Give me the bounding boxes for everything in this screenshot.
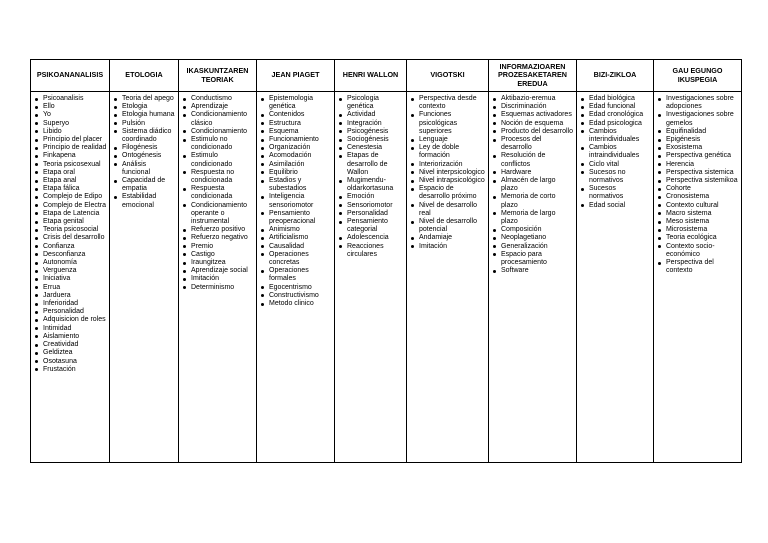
list-item: Constructivismo: [259, 292, 332, 300]
list-item: Desconfianza: [33, 251, 107, 259]
list-item: Estimulo no condicionado: [181, 136, 254, 152]
list-item: Perspectiva del contexto: [656, 259, 739, 275]
list-item: Superyo: [33, 120, 107, 128]
list-item: Emoción: [337, 193, 404, 201]
list-item: Generalización: [491, 243, 574, 251]
list-item: Creatividad: [33, 341, 107, 349]
list-item: Geldiztea: [33, 349, 107, 357]
list-item: Etapa oral: [33, 169, 107, 177]
list-item: Ello: [33, 103, 107, 111]
list-item: Pensamiento preoperacional: [259, 210, 332, 226]
concept-list: [491, 95, 574, 275]
column-cell-bizi-zikloa: [577, 92, 654, 463]
list-item: Refuerzo negativo: [181, 234, 254, 242]
concept-list: [112, 95, 176, 210]
concept-list: [259, 95, 332, 308]
list-item: Teoria psicosexual: [33, 161, 107, 169]
list-item: Complejo de Electra: [33, 202, 107, 210]
list-item: Imitación: [181, 275, 254, 283]
list-item: Condicionamiento: [181, 128, 254, 136]
list-item: Estadios y subestadios: [259, 177, 332, 193]
list-item: Ontogénesis: [112, 152, 176, 160]
list-item: Estructura: [259, 120, 332, 128]
list-item: Aktibazio-eremua: [491, 95, 574, 103]
list-item: Ciclo vital: [579, 161, 651, 169]
list-item: Espacio para procesamiento: [491, 251, 574, 267]
list-item: Sucesos normativos: [579, 185, 651, 201]
list-item: Frustación: [33, 366, 107, 374]
list-item: Acomodación: [259, 152, 332, 160]
list-item: Lenguaje: [409, 136, 486, 144]
list-item: Libido: [33, 128, 107, 136]
list-item: Resolución de conflictos: [491, 152, 574, 168]
column-cell-vigotski: [407, 92, 489, 463]
list-item: Errua: [33, 284, 107, 292]
list-item: Composición: [491, 226, 574, 234]
list-item: Esquema: [259, 128, 332, 136]
header-row: [31, 60, 742, 92]
column-cell-psikoananalisis: [31, 92, 110, 463]
list-item: Equifinalidad: [656, 128, 739, 136]
list-item: Complejo de Edipo: [33, 193, 107, 201]
list-item: Causalidad: [259, 243, 332, 251]
list-item: Producto del desarrollo: [491, 128, 574, 136]
list-item: Nivel de desarrollo potencial: [409, 218, 486, 234]
list-item: Egocentrismo: [259, 284, 332, 292]
list-item: Capacidad de empatia: [112, 177, 176, 193]
list-item: Yo: [33, 111, 107, 119]
column-header-jean-piaget: JEAN PIAGET: [257, 60, 335, 92]
list-item: Edad biológica: [579, 95, 651, 103]
list-item: Respuesta no condicionada: [181, 169, 254, 185]
list-item: Confianza: [33, 243, 107, 251]
list-item: Teoria ecológica: [656, 234, 739, 242]
list-item: Contenidos: [259, 111, 332, 119]
column-cell-ikaskuntzaren-teoriak: [179, 92, 257, 463]
column-header-psikoananalisis: PSIKOANANALISIS: [31, 60, 110, 92]
list-item: Premio: [181, 243, 254, 251]
list-item: Macro sistema: [656, 210, 739, 218]
list-item: Interiorización: [409, 161, 486, 169]
list-item: Memoria de largo plazo: [491, 210, 574, 226]
list-item: Nivel intrapsicológico: [409, 177, 486, 185]
column-cell-informazioaren-prozesaketaren-eredua: [489, 92, 577, 463]
list-item: Cambios intraindividuales: [579, 144, 651, 160]
concept-list: [33, 95, 107, 374]
list-item: Equilibrio: [259, 169, 332, 177]
list-item: Nivel interpsicologico: [409, 169, 486, 177]
list-item: Cenestesia: [337, 144, 404, 152]
column-header-bizi-zikloa: BIZI-ZIKLOA: [577, 60, 654, 92]
list-item: Edad social: [579, 202, 651, 210]
list-item: Aislamiento: [33, 333, 107, 341]
column-cell-etologia: [110, 92, 179, 463]
list-item: Organización: [259, 144, 332, 152]
list-item: Operaciones concretas: [259, 251, 332, 267]
list-item: Filogénesis: [112, 144, 176, 152]
column-header-henri-wallon: HENRI WALLON: [335, 60, 407, 92]
list-item: Estimulo condicionado: [181, 152, 254, 168]
list-item: Contexto cultural: [656, 202, 739, 210]
list-item: Etologia humana: [112, 111, 176, 119]
content-row: [31, 92, 742, 463]
concept-list: [579, 95, 651, 210]
list-item: Aprendizaje social: [181, 267, 254, 275]
list-item: Epistemologia genética: [259, 95, 332, 111]
list-item: Crisis del desarrollo: [33, 234, 107, 242]
list-item: Psicogénesis: [337, 128, 404, 136]
list-item: Aprendizaje: [181, 103, 254, 111]
list-item: Determinismo: [181, 284, 254, 292]
list-item: Esquemas activadores: [491, 111, 574, 119]
list-item: Procesos del desarrollo: [491, 136, 574, 152]
list-item: Cambios interindividuales: [579, 128, 651, 144]
list-item: Epigénesis: [656, 136, 739, 144]
concepts-table: [30, 59, 742, 463]
list-item: Intimidad: [33, 325, 107, 333]
list-item: Teoria psicosocial: [33, 226, 107, 234]
list-item: Herencia: [656, 161, 739, 169]
list-item: Animismo: [259, 226, 332, 234]
list-item: Asimilación: [259, 161, 332, 169]
list-item: Etapa genital: [33, 218, 107, 226]
list-item: Etologia: [112, 103, 176, 111]
list-item: Teoria del apego: [112, 95, 176, 103]
list-item: Perspectiva genética: [656, 152, 739, 160]
column-cell-gau-egungo-ikuspegia: [654, 92, 742, 463]
list-item: Discriminación: [491, 103, 574, 111]
list-item: Metodo clinico: [259, 300, 332, 308]
list-item: Sucesos no normativos: [579, 169, 651, 185]
column-cell-jean-piaget: [257, 92, 335, 463]
list-item: Etapa fálica: [33, 185, 107, 193]
list-item: Cronosistema: [656, 193, 739, 201]
list-item: Microsistema: [656, 226, 739, 234]
list-item: Perspectiva sistemikoa: [656, 177, 739, 185]
list-item: Jarduera: [33, 292, 107, 300]
list-item: Imitación: [409, 243, 486, 251]
list-item: Psicoanalisis: [33, 95, 107, 103]
list-item: Iraungitzea: [181, 259, 254, 267]
column-header-vigotski: VIGOTSKI: [407, 60, 489, 92]
list-item: Hardware: [491, 169, 574, 177]
concept-list: [656, 95, 739, 275]
concept-list: [181, 95, 254, 292]
list-item: Nivel de desarrollo real: [409, 202, 486, 218]
column-header-etologia: ETOLOGIA: [110, 60, 179, 92]
list-item: Pensamiento categorial: [337, 218, 404, 234]
list-item: Investigaciones sobre adopciones: [656, 95, 739, 111]
list-item: Mugimendu-oldarkortasuna: [337, 177, 404, 193]
list-item: Condicionamiento clásico: [181, 111, 254, 127]
concept-list: [409, 95, 486, 251]
list-item: Investigaciones sobre gemelos: [656, 111, 739, 127]
list-item: Etapa de Latencia: [33, 210, 107, 218]
list-item: Condicionamiento operante o instrumental: [181, 202, 254, 227]
list-item: Perspectiva sistemica: [656, 169, 739, 177]
list-item: Meso sistema: [656, 218, 739, 226]
list-item: Reacciones circulares: [337, 243, 404, 259]
list-item: Noción de esquema: [491, 120, 574, 128]
list-item: Iniciativa: [33, 275, 107, 283]
list-item: Análisis funcional: [112, 161, 176, 177]
list-item: Etapa anal: [33, 177, 107, 185]
list-item: Conductismo: [181, 95, 254, 103]
list-item: Almacén de largo plazo: [491, 177, 574, 193]
list-item: Andamiaje: [409, 234, 486, 242]
list-item: Refuerzo positivo: [181, 226, 254, 234]
list-item: Personalidad: [337, 210, 404, 218]
list-item: Sociogénesis: [337, 136, 404, 144]
list-item: Inferioridad: [33, 300, 107, 308]
list-item: Espacio de desarrollo próximo: [409, 185, 486, 201]
column-cell-henri-wallon: [335, 92, 407, 463]
list-item: Exosistema: [656, 144, 739, 152]
column-header-gau-egungo-ikuspegia: GAU EGUNGO IKUSPEGIA: [654, 60, 742, 92]
list-item: Edad funcional: [579, 103, 651, 111]
list-item: Inteligencia sensoriomotor: [259, 193, 332, 209]
list-item: Osotasuna: [33, 358, 107, 366]
list-item: Funcionamiento: [259, 136, 332, 144]
list-item: Ley de doble formación: [409, 144, 486, 160]
list-item: Sistema diádico coordinado: [112, 128, 176, 144]
list-item: Integración: [337, 120, 404, 128]
list-item: Cohorte: [656, 185, 739, 193]
list-item: Personalidad: [33, 308, 107, 316]
list-item: Operaciones formales: [259, 267, 332, 283]
list-item: Funciones psicológicas superiores: [409, 111, 486, 136]
concept-list: [337, 95, 404, 259]
list-item: Psicologia genética: [337, 95, 404, 111]
list-item: Autonomía: [33, 259, 107, 267]
list-item: Verguenza: [33, 267, 107, 275]
list-item: Adolescencia: [337, 234, 404, 242]
list-item: Edad psicologica: [579, 120, 651, 128]
list-item: Artificialismo: [259, 234, 332, 242]
list-item: Respuesta condicionada: [181, 185, 254, 201]
column-header-informazioaren-prozesaketaren-eredua: INFORMAZIOAREN PROZESAKETAREN EREDUA: [489, 60, 577, 92]
list-item: Castigo: [181, 251, 254, 259]
column-header-ikaskuntzaren-teoriak: IKASKUNTZAREN TEORIAK: [179, 60, 257, 92]
list-item: Adquisicion de roles: [33, 316, 107, 324]
list-item: Actividad: [337, 111, 404, 119]
list-item: Neoplagetiano: [491, 234, 574, 242]
list-item: Contexto socio-económico: [656, 243, 739, 259]
list-item: Finkapena: [33, 152, 107, 160]
list-item: Estabilidad emocional: [112, 193, 176, 209]
list-item: Perspectiva desde contexto: [409, 95, 486, 111]
list-item: Principio de realidad: [33, 144, 107, 152]
list-item: Etapas de desarrollo de Wallon: [337, 152, 404, 177]
list-item: Sensoriomotor: [337, 202, 404, 210]
list-item: Edad cronológica: [579, 111, 651, 119]
list-item: Pulsión: [112, 120, 176, 128]
list-item: Principio del placer: [33, 136, 107, 144]
list-item: Software: [491, 267, 574, 275]
list-item: Memoria de corto plazo: [491, 193, 574, 209]
